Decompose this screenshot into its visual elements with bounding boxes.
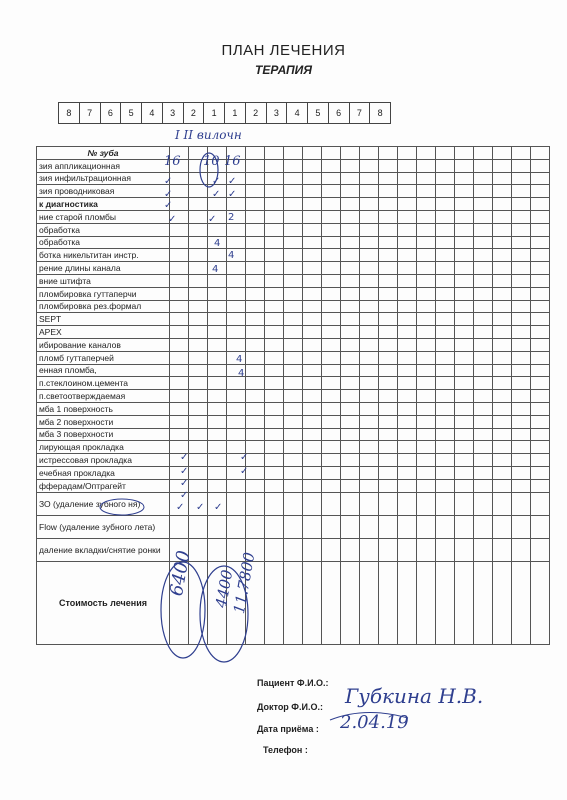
circled-optragate-mark xyxy=(100,499,144,515)
handwritten-number: 2 xyxy=(228,212,235,223)
row-label: енная пломба, xyxy=(37,364,170,377)
check-mark: ✓ xyxy=(228,176,237,187)
handwriting-tooth-c: 16 xyxy=(224,154,241,169)
tooth-number-cell: 5 xyxy=(121,103,142,124)
check-mark: ✓ xyxy=(180,478,189,489)
page-title: ПЛАН ЛЕЧЕНИЯ xyxy=(221,42,346,59)
date-underline-stroke xyxy=(330,712,408,720)
row-label: ечебная прокладка xyxy=(37,466,170,479)
check-mark: ✓ xyxy=(180,466,189,477)
row-label: ибирование каналов xyxy=(37,338,170,351)
date-label: Дата приёма : xyxy=(257,724,319,734)
row-label: вние штифта xyxy=(37,274,170,287)
tooth-number-cell: 2 xyxy=(183,103,204,124)
tooth-number-cell: 1 xyxy=(204,103,225,124)
handwriting-above-table: I II вилочн xyxy=(175,128,242,142)
tooth-number-cell: 3 xyxy=(162,103,183,124)
row-label: к диагностика xyxy=(37,198,170,211)
tooth-number-cell: 1 xyxy=(225,103,246,124)
row-label: пломбировка гуттаперчи xyxy=(37,287,170,300)
page-subtitle: ТЕРАПИЯ xyxy=(255,63,312,77)
row-label: зия аппликационная xyxy=(37,159,170,172)
check-mark: ✓ xyxy=(240,466,249,477)
row-label: ние старой пломбы xyxy=(37,210,170,223)
tooth-number-cell: 7 xyxy=(79,103,100,124)
handwriting-date: 2.04.19 xyxy=(340,712,409,733)
row-label: SEPT xyxy=(37,313,170,326)
row-label: рение длины канала xyxy=(37,262,170,275)
check-mark: ✓ xyxy=(212,189,221,200)
check-mark: ✓ xyxy=(212,176,221,187)
check-mark: ✓ xyxy=(208,214,217,225)
tooth-number-cell: 5 xyxy=(308,103,329,124)
check-mark: ✓ xyxy=(196,502,205,513)
handwritten-number: 4 xyxy=(228,250,235,261)
tooth-number-cell: 7 xyxy=(349,103,370,124)
row-label: фферадам/Оптрагейт xyxy=(37,479,170,492)
check-mark: ✓ xyxy=(176,502,185,513)
circled-tooth-mark xyxy=(200,153,221,187)
row-label: зия инфильтрационная xyxy=(37,172,170,185)
handwriting-cost-1: 6400 xyxy=(166,548,195,598)
patient-label: Пациент Ф.И.О.: xyxy=(257,678,329,688)
check-mark: ✓ xyxy=(180,452,189,463)
row-label: пломбировка рез.формал xyxy=(37,300,170,313)
row-label: мба 1 поверхность xyxy=(37,402,170,415)
row-label: зия проводниковая xyxy=(37,185,170,198)
row-label: пломб гуттаперчей xyxy=(37,351,170,364)
handwriting-tooth-a: 16 xyxy=(164,154,181,169)
tooth-number-cell: 6 xyxy=(328,103,349,124)
handwritten-number: 4 xyxy=(236,354,243,365)
check-mark: ✓ xyxy=(164,200,173,211)
row-label: № зуба xyxy=(37,147,170,160)
tooth-number-cell: 6 xyxy=(100,103,121,124)
tooth-number-cell: 3 xyxy=(266,103,287,124)
circled-cost-2 xyxy=(200,566,248,662)
tooth-number-cell: 4 xyxy=(287,103,308,124)
handwriting-doctor-name: Губкина Н.В. xyxy=(345,684,484,708)
tooth-number-cell: 4 xyxy=(142,103,163,124)
handwriting-cost-3: 11.7800 xyxy=(230,550,259,616)
row-label: ботка никельтитан инстр. xyxy=(37,249,170,262)
row-label: ЗО (удаление зубного ня) xyxy=(37,492,170,515)
row-label: п.светоотверждаемая xyxy=(37,390,170,403)
tooth-number-cell: 8 xyxy=(370,103,391,124)
check-mark: ✓ xyxy=(214,502,223,513)
row-label: мба 3 поверхности xyxy=(37,428,170,441)
handwritten-number: 4 xyxy=(238,368,245,379)
row-label: мба 2 поверхности xyxy=(37,415,170,428)
row-label: лирующая прокладка xyxy=(37,441,170,454)
handwriting-cost-2: 4400 xyxy=(212,568,237,610)
cost-label: Стоимость лечения xyxy=(37,561,170,644)
row-label: даление вкладки/снятие ронки xyxy=(37,538,170,561)
check-mark: ✓ xyxy=(240,452,249,463)
row-label: обработка xyxy=(37,236,170,249)
tooth-number-cell: 8 xyxy=(59,103,80,124)
tooth-number-cell: 2 xyxy=(245,103,266,124)
row-label: APEX xyxy=(37,326,170,339)
check-mark: ✓ xyxy=(180,490,189,501)
doctor-label: Доктор Ф.И.О.: xyxy=(257,702,323,712)
row-label: обработка xyxy=(37,223,170,236)
row-label: истрессовая прокладка xyxy=(37,454,170,467)
handwriting-tooth-b: 10 xyxy=(203,154,220,169)
handwritten-number: 4 xyxy=(214,238,221,249)
phone-label: Телефон : xyxy=(263,745,308,755)
row-label: Flow (удаление зубного лета) xyxy=(37,515,170,538)
check-mark: ✓ xyxy=(168,214,177,225)
handwritten-number: 4 xyxy=(212,264,219,275)
check-mark: ✓ xyxy=(164,189,173,200)
check-mark: ✓ xyxy=(164,176,173,187)
row-label: п.стеклоином.цемента xyxy=(37,377,170,390)
circled-cost-1 xyxy=(161,562,205,658)
check-mark: ✓ xyxy=(228,189,237,200)
